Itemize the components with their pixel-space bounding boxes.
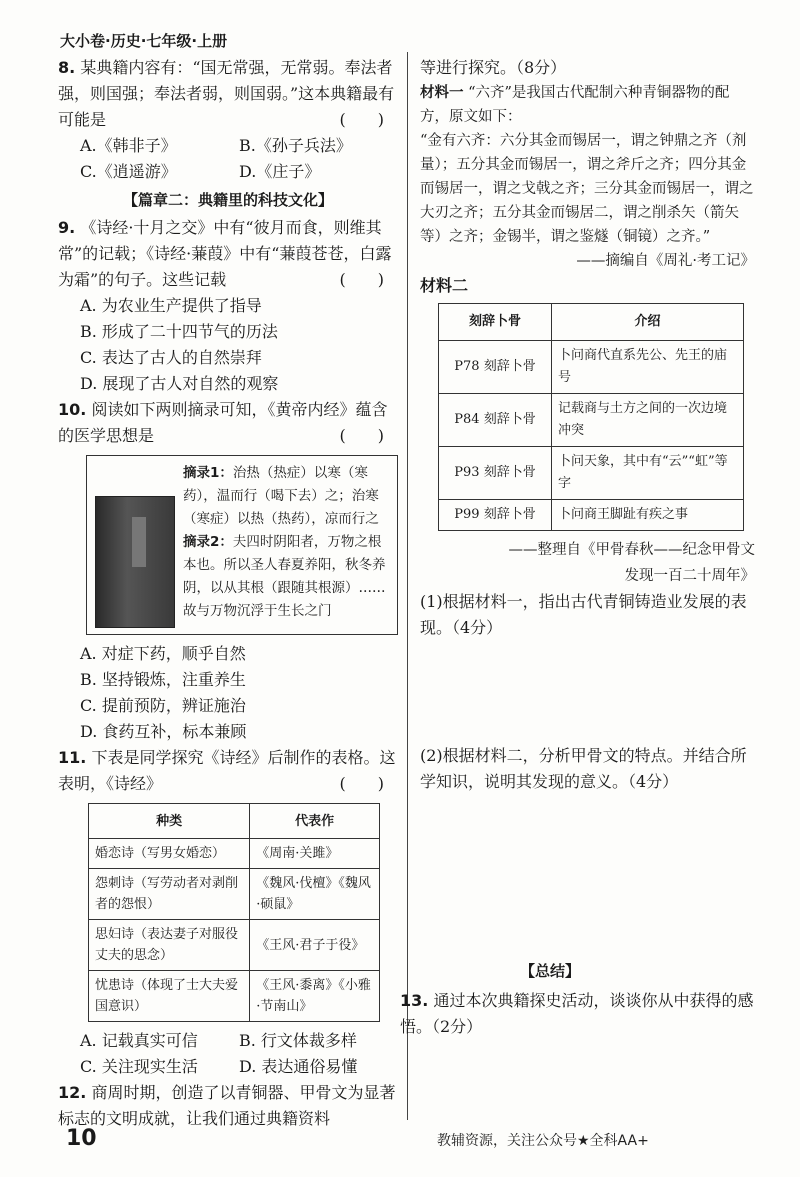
column-divider [407, 52, 408, 1120]
excerpt-1-label: 摘录1： [183, 465, 233, 481]
question-10 [58, 397, 398, 745]
table-row [89, 920, 380, 971]
book-image [95, 496, 175, 628]
option-a: A. 对症下药，顺乎自然 [80, 644, 246, 663]
sub-question-2: (2)根据材料二，分析甲骨文的特点。并结合所学知识，说明其发现的意义。（4分） [420, 746, 747, 791]
oracle-bone-table [438, 303, 744, 531]
question-13 [400, 988, 760, 1040]
right-column [420, 55, 755, 795]
summary-heading: 【总结】 [520, 962, 581, 980]
table-cell: 思妇诗（表达妻子对服役丈夫的思念） [89, 920, 250, 971]
column-header: 种类 [89, 804, 250, 839]
option-b: B.《孙子兵法》 [239, 136, 352, 155]
question-12-start [58, 1080, 398, 1132]
section-heading: 【篇章二：典籍里的科技文化】 [122, 191, 333, 209]
table-cell: 《王风·君子于役》 [250, 920, 380, 971]
material-1-intro: “六齐”是我国古代配制六种青铜器物的配方，原文如下： [420, 85, 730, 125]
poetry-table [88, 803, 380, 1022]
column-header: 刻辞卜骨 [439, 304, 552, 341]
table-row [89, 971, 380, 1022]
table-cell: 卜问天象，其中有“云”“虹”等字 [552, 447, 744, 500]
material-1 [420, 81, 755, 273]
option-a: A. 记载真实可信 [80, 1031, 198, 1050]
option-a: A. 为农业生产提供了指导 [80, 296, 262, 315]
question-text: 某典籍内容有：“国无常强，无常弱。奉法者强，则国强；奉法者弱，则国弱。”这本典籍最有可能是 [58, 58, 395, 129]
option-c: C. 表达了古人的自然崇拜 [80, 348, 262, 367]
question-text: 通过本次典籍探史活动，谈谈你从中获得的感悟。（2分） [400, 991, 754, 1036]
table-row [89, 839, 380, 869]
excerpt-2: 夫四时阴阳者，万物之根本也。所以圣人春夏养阳，秋冬养阴，以从其根（跟随其根源）……故与万物沉浮于生长之门 [183, 534, 386, 619]
option-d: D.《庄子》 [239, 162, 321, 181]
question-12-continued: 等进行探究。（8分） [420, 58, 567, 77]
option-c: C.《逍遥游》 [80, 162, 177, 181]
page-number: 10 [66, 1126, 97, 1151]
question-number: 10. [58, 400, 87, 419]
column-header: 代表作 [250, 804, 380, 839]
material-1-source: ——摘编自《周礼·考工记》 [576, 253, 755, 269]
material-1-quote: “金有六齐：六分其金而锡居一，谓之钟鼎之齐（剂量）；五分其金而锡居一，谓之斧斤之齐；四分其金而锡居一，谓之戈戟之齐；三分其金而锡居一，谓之大刃之齐；五分其金而锡居二，谓之削杀矢（箭矢等）之齐；金锡半，谓之鉴燧（铜镜）之齐。” [420, 133, 754, 245]
answer-bracket: ( ) [339, 774, 384, 793]
options [58, 133, 398, 185]
table-cell: 卜问商代直系先公、先王的庙号 [552, 341, 744, 394]
option-d: D. 食药互补，标本兼顾 [80, 722, 247, 741]
column-header: 介绍 [552, 304, 744, 341]
table-cell: 卜问商王脚趾有疾之事 [552, 500, 744, 531]
question-number: 12. [58, 1083, 87, 1102]
material-1-label: 材料一 [420, 85, 464, 101]
question-text: 阅读如下两则摘录可知，《黄帝内经》蕴含的医学思想是 [58, 400, 388, 445]
table-row [439, 500, 744, 531]
sub-question-1: (1)根据材料一，指出古代青铜铸造业发展的表现。（4分） [420, 592, 747, 637]
excerpt-box [86, 455, 398, 635]
question-8 [58, 55, 398, 185]
question-number: 8. [58, 58, 76, 77]
table-cell: 忧患诗（体现了士大夫爱国意识） [89, 971, 250, 1022]
question-9 [58, 215, 398, 397]
option-b: B. 形成了二十四节气的历法 [80, 322, 278, 341]
table-cell: P93 刻辞卜骨 [439, 447, 552, 500]
table-cell: 怨刺诗（写劳动者对剥削者的怨恨） [89, 869, 250, 920]
table-cell: 《王风·黍离》《小雅·节南山》 [250, 971, 380, 1022]
option-c: C. 关注现实生活 [80, 1057, 198, 1076]
question-11 [58, 745, 398, 1080]
option-d: D. 表达通俗易懂 [239, 1057, 358, 1076]
left-column [58, 55, 398, 1132]
table-cell: 记载商与土方之间的一次边境冲突 [552, 394, 744, 447]
table-cell: 《周南·关雎》 [250, 839, 380, 869]
table-row [439, 341, 744, 394]
table-row [89, 869, 380, 920]
table-cell: 婚恋诗（写男女婚恋） [89, 839, 250, 869]
option-c: C. 提前预防，辨证施治 [80, 696, 246, 715]
excerpt-1: 治热（热症）以寒（寒药），温而行（喝下去）之；治寒（寒症）以热（热药），凉而行之 [183, 465, 379, 527]
material-2-label: 材料二 [420, 276, 469, 295]
option-b: B. 行文体裁多样 [239, 1031, 357, 1050]
material-2-source-line-2: 发现一百二十周年》 [624, 568, 755, 584]
answer-bracket: ( ) [339, 110, 384, 129]
table-cell: P99 刻辞卜骨 [439, 500, 552, 531]
question-number: 11. [58, 748, 87, 767]
question-text: 下表是同学探究《诗经》后制作的表格。这表明，《诗经》 [58, 748, 396, 793]
answer-bracket: ( ) [339, 270, 384, 289]
question-number: 9. [58, 218, 76, 237]
option-d: D. 展现了古人对自然的观察 [80, 374, 279, 393]
question-number: 13. [400, 991, 429, 1010]
excerpt-2-label: 摘录2： [183, 534, 233, 550]
excerpt-text [183, 462, 389, 628]
question-text: 商周时期，创造了以青铜器、甲骨文为显著标志的文明成就，让我们通过典籍资料 [58, 1083, 396, 1128]
table-cell: P78 刻辞卜骨 [439, 341, 552, 394]
option-a: A.《韩非子》 [80, 136, 177, 155]
running-header: 大小卷·历史·七年级·上册 [60, 32, 228, 50]
table-row [439, 394, 744, 447]
table-cell: P84 刻辞卜骨 [439, 394, 552, 447]
material-2-source: ——整理自《甲骨春秋——纪念甲骨文 [508, 542, 755, 558]
answer-bracket: ( ) [339, 426, 384, 445]
footer-note: 教辅资源，关注公众号★全科AA+ [437, 1133, 649, 1149]
option-b: B. 坚持锻炼，注重养生 [80, 670, 246, 689]
answer-space[interactable] [420, 641, 755, 743]
options [58, 1028, 398, 1080]
table-row [439, 447, 744, 500]
table-cell: 《魏风·伐檀》《魏风·硕鼠》 [250, 869, 380, 920]
question-text: 《诗经·十月之交》中有“彼月而食，则维其常”的记载；《诗经·蒹葭》中有“蒹葭苍苍，白露为霜”的句子。这些记载 [58, 218, 392, 289]
